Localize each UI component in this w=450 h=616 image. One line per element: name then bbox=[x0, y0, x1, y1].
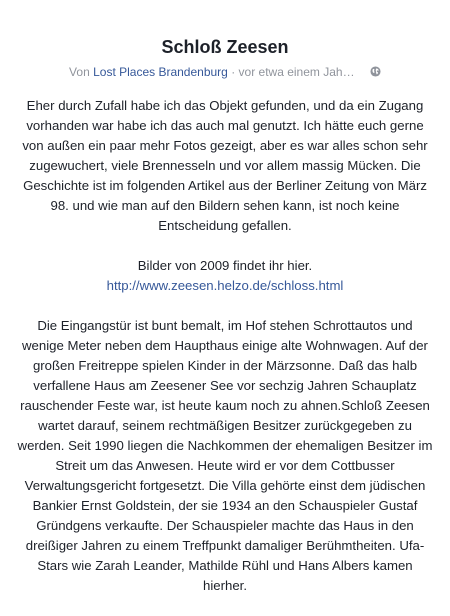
byline-prefix: Von bbox=[69, 65, 90, 79]
note-byline bbox=[0, 64, 450, 80]
paragraph-intro: Eher durch Zufall habe ich das Objekt gefunden, und da ein Zugang vorhanden war habe ich das auch mal genutzt. Ich hätte euch gerne von außen ein paar mehr Fotos gezeigt, aber es war alles schon sehr zugewuchert, viele Brennesseln und vor allem massig Mücken. Die Geschichte ist im folgenden Artikel aus der Berliner Zeitung von März 98. und wie man auf den Bildern sehen kann, ist noch keine Entscheidung gefallen. bbox=[22, 98, 428, 233]
paragraph-photos bbox=[16, 256, 434, 296]
paragraph-article: Die Eingangstür ist bunt bemalt, im Hof stehen Schrottautos und wenige Meter neben dem Haupthaus einige alte Wohnwagen. Auf der großen Freitreppe spielen Kinder in der Märzsonne. Daß das halb verfallene Haus am Zeesener See vor sechzig Jahren Schauplatz rauschender Feste war, ist heute kaum noch zu ahnen.Schloß Zeesen wartet darauf, seinem rechtmäßigen Besitzer zurückgegeben zu werden. Seit 1990 liegen die Nachkommen der ehemaligen Besitzer im Streit um das Anwesen. Heute wird er vor dem Cottbusser Verwaltungsgericht fortgesetzt. Die Villa gehörte einst dem jüdischen Bankier Ernst Goldstein, der sie 1934 an den Schauspieler Gustaf Gründgens verkaufte. Der Schauspieler machte das Haus in den dreißiger Jahren zu einem Treffpunkt damaliger Berühmtheiten. Ufa-Stars wie Zarah Leander, Mathilde Rühl und Hans Albers kamen hierher. bbox=[17, 318, 433, 593]
photos-link[interactable]: http://www.zeesen.helzo.de/schloss.html bbox=[106, 278, 344, 293]
page-title: Schloß Zeesen bbox=[161, 37, 289, 57]
author-link[interactable]: Lost Places Brandenburg bbox=[93, 65, 228, 79]
note-body bbox=[16, 96, 434, 616]
globe-icon[interactable] bbox=[370, 65, 381, 76]
timestamp[interactable]: · vor etwa einem Jah… bbox=[231, 65, 355, 79]
photos-text: Bilder von 2009 findet ihr hier. bbox=[137, 258, 313, 273]
